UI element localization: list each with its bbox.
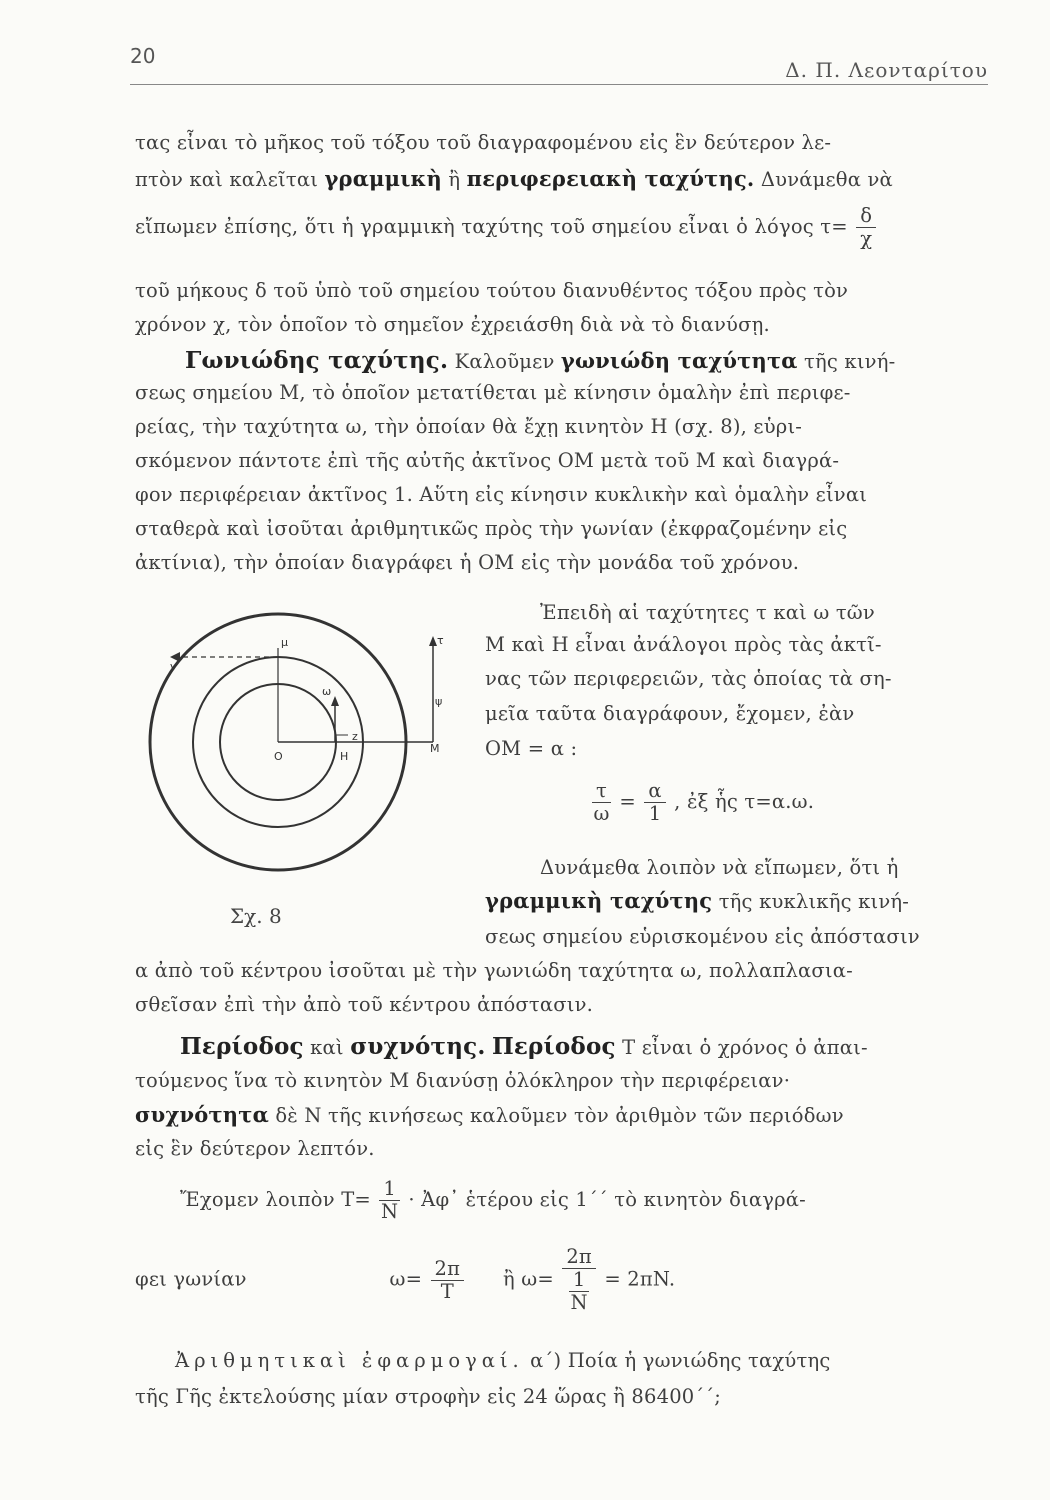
text-line: σθεῖσαν ἐπὶ τὴν ἀπὸ τοῦ κέντρου ἀπόστασιν. bbox=[135, 993, 594, 1016]
text-line: α ἀπὸ τοῦ κέντρου ἰσοῦται μὲ τὴν γωνιώδη ταχύτητα ω, πολλαπλασια- bbox=[135, 959, 853, 982]
fraction bbox=[592, 780, 611, 825]
text-span: Ἔχομεν λοιπὸν Τ= bbox=[180, 1188, 371, 1211]
formula-line-omega bbox=[135, 1246, 990, 1314]
text-span: , ἐξ ἧς τ=α.ω. bbox=[674, 790, 815, 813]
text-line bbox=[185, 348, 990, 375]
text-line bbox=[135, 166, 990, 193]
figure-8-diagram bbox=[150, 600, 444, 890]
term-peripheral-speed: περιφερειακὴ ταχύτης. bbox=[466, 166, 755, 191]
page-header bbox=[130, 44, 988, 94]
page-number: 20 bbox=[130, 44, 156, 68]
fraction bbox=[856, 205, 876, 250]
denominator: T bbox=[440, 1279, 454, 1303]
fraction bbox=[379, 1178, 400, 1223]
fraction bbox=[569, 1269, 590, 1314]
text-line: ρείας, τὴν ταχύτητα ω, τὴν ὁποίαν θὰ ἔχῃ κινητὸν Η (σχ. 8), εὑρι- bbox=[135, 415, 803, 438]
text-span: δὲ Ν τῆς κινήσεως καλοῦμεν τὸν ἀριθμὸν τῶν περιόδων bbox=[275, 1104, 844, 1127]
text-line: μεῖα ταῦτα διαγράφουν, ἔχομεν, ἐὰν bbox=[485, 702, 855, 725]
text-span: ἢ ω= bbox=[502, 1267, 554, 1291]
text-line bbox=[485, 888, 990, 915]
formula-line-period bbox=[180, 1178, 990, 1223]
text-span: ω= bbox=[389, 1267, 423, 1291]
numerator: α bbox=[644, 780, 665, 803]
denominator-fraction bbox=[562, 1269, 596, 1314]
term-linear: γραμμικὴ bbox=[324, 166, 442, 191]
text-span: Τ εἶναι ὁ χρόνος ὁ ἀπαι- bbox=[622, 1036, 868, 1059]
text-span: πτὸν καὶ καλεῖται bbox=[135, 168, 319, 191]
text-span: Δυνάμεθα νὰ bbox=[760, 168, 893, 191]
label-psi: ψ bbox=[435, 695, 443, 708]
denominator: N bbox=[570, 1291, 588, 1314]
text-line: σκόμενον πάντοτε ἐπὶ τῆς αὐτῆς ἀκτῖνος ΟΜ μετὰ τοῦ Μ καὶ διαγρά- bbox=[135, 449, 840, 472]
text-span: τῆς κινή- bbox=[804, 350, 896, 373]
text-line bbox=[175, 1348, 990, 1374]
denominator: ω bbox=[593, 802, 610, 825]
numerator: 1 bbox=[379, 1178, 400, 1201]
fraction bbox=[431, 1258, 465, 1303]
text-span: ἢ bbox=[448, 168, 461, 191]
section-heading-numeric-applications: Ἀριθμητικαὶ ἐφαρμογαί. bbox=[175, 1349, 524, 1372]
text-line bbox=[135, 1102, 990, 1129]
text-line: σεως σημείου εὑρισκομένου εἰς ἀπόστασιν bbox=[485, 925, 920, 948]
section-heading-frequency: συχνότης. bbox=[350, 1033, 486, 1060]
text-line: φον περιφέρειαν ἀκτῖνος 1. Αὕτη εἰς κίνησιν κυκλικὴν καὶ ὁμαλὴν εἶναι bbox=[135, 483, 868, 506]
fraction bbox=[644, 780, 665, 825]
text-line bbox=[135, 205, 990, 250]
figure-caption: Σχ. 8 bbox=[230, 904, 282, 928]
compound-fraction bbox=[562, 1246, 596, 1314]
text-span: τῆς κυκλικῆς κινή- bbox=[718, 890, 910, 913]
text-line: χρόνον χ, τὸν ὁποῖον τὸ σημεῖον ἐχρειάσθη διὰ νὰ τὸ διανύσῃ. bbox=[135, 313, 770, 336]
term-angular-velocity: γωνιώδη ταχύτητα bbox=[560, 348, 798, 373]
arrowhead-tau bbox=[429, 636, 437, 646]
text-line: ΟΜ = α : bbox=[485, 737, 578, 760]
term-period: Περίοδος bbox=[491, 1033, 616, 1060]
numerator: 2π bbox=[562, 1246, 596, 1269]
text-line: Ἐπειδὴ αἱ ταχύτητες τ καὶ ω τῶν bbox=[540, 601, 875, 624]
numerator: 1 bbox=[569, 1269, 590, 1292]
term-linear-velocity: γραμμικὴ ταχύτης bbox=[485, 888, 713, 913]
header-rule bbox=[130, 84, 988, 85]
section-heading-period: Περίοδος bbox=[180, 1033, 304, 1060]
running-head-author: Δ. Π. Λεονταρίτου bbox=[785, 58, 988, 82]
arrowhead-omega bbox=[331, 696, 339, 706]
text-line bbox=[180, 1034, 990, 1061]
label-omega: ω bbox=[322, 685, 332, 698]
text-span: α΄) Ποία ἡ γωνιώδης ταχύτης bbox=[530, 1349, 831, 1372]
numerator: τ bbox=[592, 780, 611, 803]
label-O: O bbox=[274, 750, 283, 763]
text-line: τούμενος ἵνα τὸ κινητὸν Μ διανύσῃ ὁλόκληρον τὴν περιφέρειαν· bbox=[135, 1069, 791, 1092]
equals-sign: = bbox=[619, 790, 636, 813]
text-span: = 2πN. bbox=[604, 1267, 676, 1291]
text-line: Δυνάμεθα λοιπὸν νὰ εἴπωμεν, ὅτι ἡ bbox=[540, 856, 899, 879]
term-frequency: συχνότητα bbox=[135, 1102, 269, 1127]
text-span: φει γωνίαν bbox=[135, 1267, 247, 1291]
text-span: · Ἀφ᾿ ἑτέρου εἰς 1΄΄ τὸ κινητὸν διαγρά- bbox=[408, 1188, 806, 1211]
text-span: Καλοῦμεν bbox=[454, 350, 555, 373]
section-heading-angular-velocity: Γωνιώδης ταχύτης. bbox=[185, 347, 449, 374]
numerator: δ bbox=[856, 205, 876, 228]
text-line: τῆς Γῆς ἐκτελούσης μίαν στροφὴν εἰς 24 ὥρας ἢ 86400΄΄; bbox=[135, 1385, 722, 1408]
denominator: 1 bbox=[648, 802, 662, 825]
label-H: H bbox=[340, 750, 349, 763]
equation-tau-omega bbox=[590, 780, 990, 825]
text-line: νας τῶν περιφερειῶν, τὰς ὁποίας τὰ ση- bbox=[485, 667, 892, 690]
label-v: v bbox=[170, 660, 177, 673]
label-M: M bbox=[430, 742, 440, 755]
text-line: τας εἶναι τὸ μῆκος τοῦ τόξου τοῦ διαγραφομένου εἰς ἓν δεύτερον λε- bbox=[135, 131, 832, 154]
text-line: Μ καὶ Η εἶναι ἀνάλογοι πρὸς τὰς ἀκτῖ- bbox=[485, 633, 882, 656]
text-line: ἀκτίνια), τὴν ὁποίαν διαγράφει ἡ ΟΜ εἰς τὴν μονάδα τοῦ χρόνου. bbox=[135, 551, 800, 574]
text-line: σταθερὰ καὶ ἰσοῦται ἀριθμητικῶς πρὸς τὴν γωνίαν (ἐκφραζομένην εἰς bbox=[135, 517, 848, 540]
text-line: εἰς ἓν δεύτερον λεπτόν. bbox=[135, 1137, 375, 1160]
text-span: καὶ bbox=[310, 1036, 344, 1059]
text-span: εἴπωμεν ἐπίσης, ὅτι ἡ γραμμικὴ ταχύτης τοῦ σημείου εἶναι ὁ λόγος τ= bbox=[135, 215, 848, 238]
text-line: σεως σημείου Μ, τὸ ὁποῖον μετατίθεται μὲ κίνησιν ὁμαλὴν ἐπὶ περιφε- bbox=[135, 381, 851, 404]
denominator: N bbox=[381, 1200, 399, 1223]
label-mu: μ bbox=[281, 636, 288, 649]
label-tau: τ bbox=[437, 634, 444, 647]
denominator: χ bbox=[860, 227, 873, 250]
numerator: 2π bbox=[431, 1258, 465, 1281]
label-z: z bbox=[352, 730, 358, 743]
text-line: τοῦ μήκους δ τοῦ ὑπὸ τοῦ σημείου τούτου διανυθέντος τόξου πρὸς τὸν bbox=[135, 279, 849, 302]
